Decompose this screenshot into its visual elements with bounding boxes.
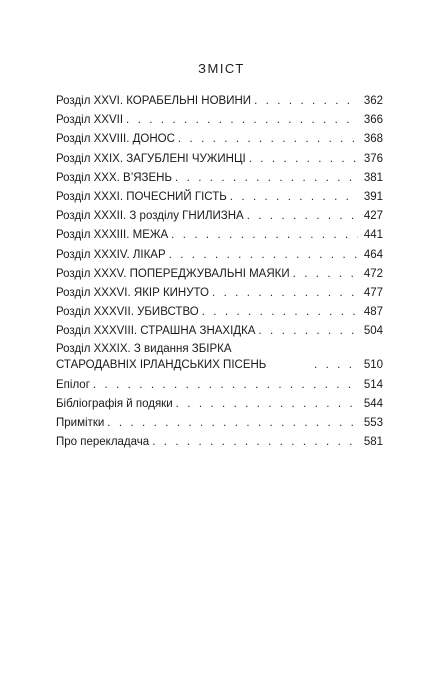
toc-entry-page: 544 — [363, 397, 383, 410]
dot-leader — [254, 94, 358, 109]
toc-entry-title: Бібліографія й подяки — [56, 397, 173, 410]
toc-entry-page: 553 — [363, 417, 383, 429]
toc-entry-page: 427 — [363, 210, 383, 223]
toc-entry — [56, 150, 383, 167]
toc-entry-page: 464 — [363, 248, 383, 261]
toc-entry-title: Примітки — [56, 417, 105, 429]
dot-leader — [107, 416, 358, 431]
toc-entry-title: Розділ XXXI. ПОЧЕСНИЙ ГІСТЬ — [56, 190, 227, 203]
toc-entry-page: 368 — [363, 133, 383, 146]
toc-entry-page: 581 — [363, 436, 383, 449]
dot-leader — [314, 358, 358, 373]
toc-entry-title: Розділ XXXVII. УБИВСТВО — [56, 306, 199, 319]
toc-entry-title: Розділ XXXIV. ЛІКАР — [56, 248, 166, 261]
toc-entry-page: 472 — [363, 267, 383, 280]
dot-leader — [230, 190, 358, 205]
dot-leader — [93, 378, 358, 393]
toc-entry — [56, 246, 383, 263]
toc-entry-title: Розділ XXVI. КОРАБЕЛЬНІ НОВИНИ — [56, 95, 252, 107]
dot-leader — [176, 397, 358, 412]
toc-entry-page: 381 — [363, 171, 383, 184]
toc-entry — [56, 188, 383, 205]
toc-entry — [56, 207, 383, 224]
toc-entry-title: Епілог — [56, 378, 90, 391]
toc-entry — [56, 433, 383, 450]
toc-entry — [56, 395, 383, 412]
toc-entry — [56, 130, 383, 147]
toc-entry-page: 510 — [363, 359, 383, 372]
toc-entry — [56, 341, 383, 373]
toc-entry-page: 504 — [363, 325, 383, 338]
toc-entry — [56, 414, 383, 431]
dot-leader — [293, 267, 358, 282]
toc-entry — [56, 303, 383, 320]
dot-leader — [175, 171, 358, 186]
toc-entry-title: Розділ XXIX. ЗАГУБЛЕНІ ЧУЖИНЦІ — [56, 152, 246, 165]
toc-entry-title: Розділ XXVII — [56, 114, 124, 127]
toc-heading: ЗМІСТ — [198, 61, 245, 76]
dot-leader — [202, 305, 358, 320]
toc-entry-title: Про перекладача — [56, 436, 150, 449]
toc-entry — [56, 376, 383, 393]
dot-leader — [249, 152, 358, 167]
dot-leader — [169, 248, 358, 263]
toc-entry — [56, 284, 383, 301]
toc-entry — [56, 169, 383, 186]
dot-leader — [178, 132, 358, 147]
toc-entry — [56, 111, 383, 128]
toc-entry-page: 477 — [363, 286, 383, 299]
toc-entry-page: 441 — [363, 229, 383, 242]
dot-leader — [258, 324, 358, 339]
table-of-contents — [56, 92, 383, 452]
dot-leader — [247, 209, 358, 224]
toc-entry-page: 376 — [363, 152, 383, 165]
toc-entry — [56, 322, 383, 339]
toc-entry-title: Розділ XXXVI. ЯКІР КИНУТО — [56, 286, 209, 299]
toc-entry-page: 514 — [363, 378, 383, 391]
dot-leader — [171, 228, 358, 243]
toc-entry-title: Розділ XXX. В’ЯЗЕНЬ — [56, 171, 173, 184]
toc-entry-title: Розділ XXXIII. МЕЖА — [56, 229, 169, 242]
dot-leader — [126, 113, 358, 128]
dot-leader — [212, 286, 358, 301]
toc-entry — [56, 265, 383, 282]
dot-leader — [152, 435, 358, 450]
toc-entry-title: Розділ XXXVIII. СТРАШНА ЗНАХІДКА — [56, 325, 256, 338]
toc-entry-title: Розділ XXVIII. ДОНОС — [56, 133, 175, 146]
toc-entry-title: Розділ XXXV. ПОПЕРЕДЖУВАЛЬНІ МАЯКИ — [56, 267, 290, 280]
toc-entry-title: Розділ XXXIX. З видання ЗБІРКА СТАРОДАВНІХ ІРЛАНДСЬКИХ ПІСЕНЬ — [56, 343, 267, 371]
toc-entry — [56, 226, 383, 243]
toc-entry — [56, 92, 383, 109]
toc-entry-page: 366 — [363, 114, 383, 127]
toc-entry-page: 487 — [363, 306, 383, 319]
toc-entry-page: 362 — [363, 95, 383, 107]
toc-entry-title: Розділ XXXII. З розділу ГНИЛИЗНА — [56, 210, 244, 223]
toc-entry-page: 391 — [363, 190, 383, 203]
